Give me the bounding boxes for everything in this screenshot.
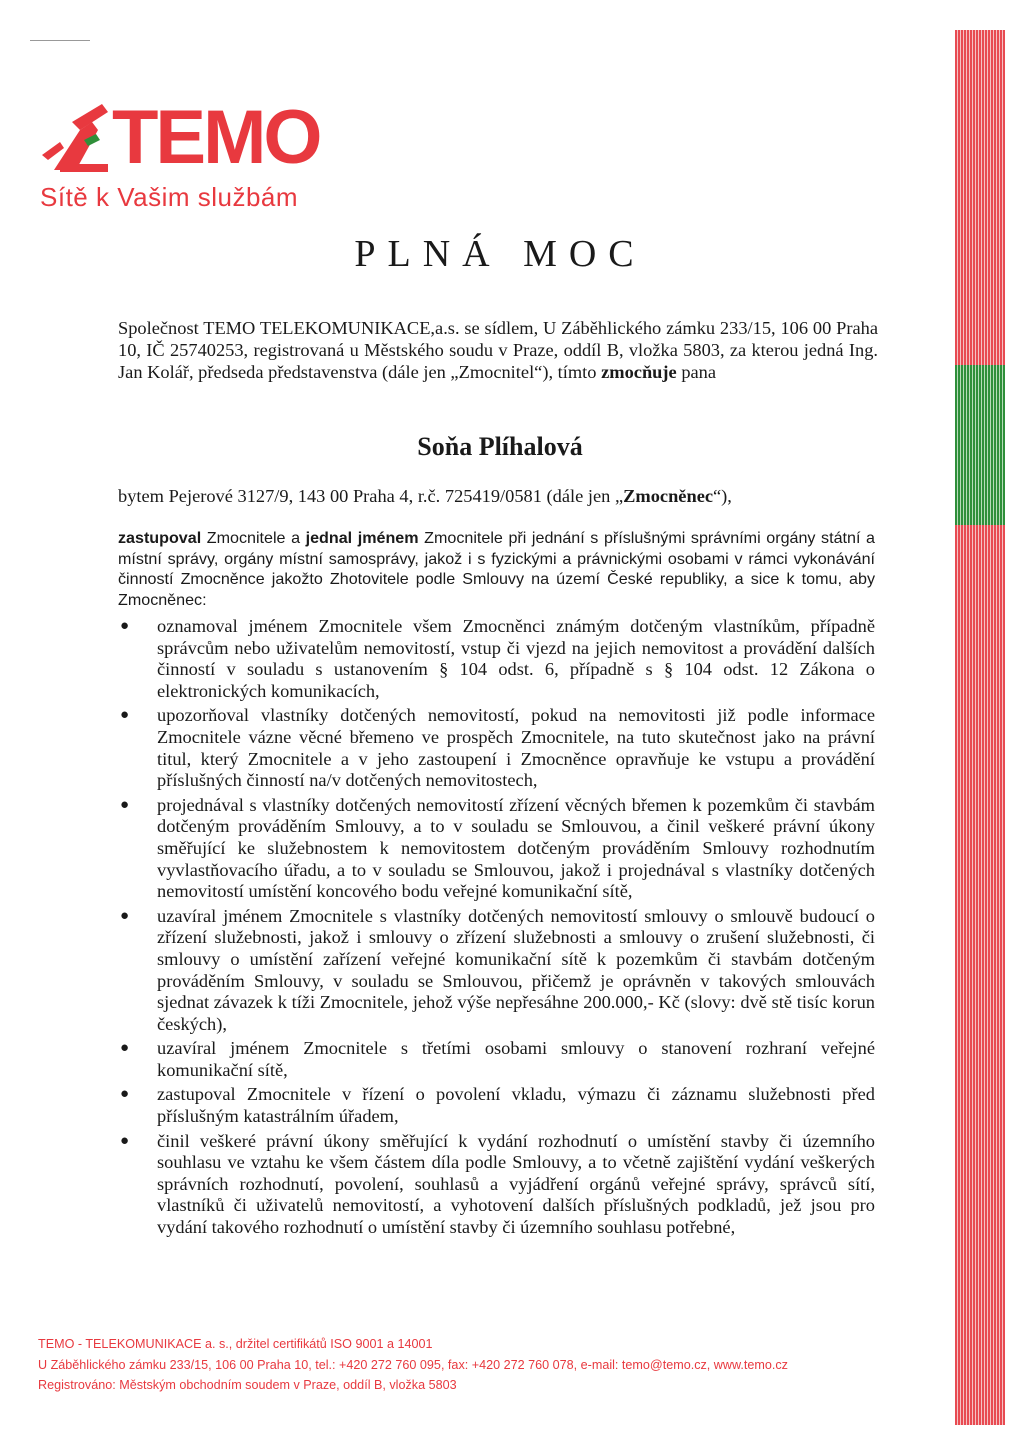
intro-paragraph xyxy=(118,318,878,383)
document-title: PLNÁ MOC xyxy=(354,233,646,275)
list-item: ● uzavíral jménem Zmocnitele s vlastníky dotčených nemovitostí smlouvy o smlouvě budoucí o zřízení služebnosti, jakož i smlouvy o zřízení služebnosti a smlouvy o zrušení služebnosti, či smlouvy o umístění zařízení veřejné komunikační sítě k pozemkům či stavbám dotčeným prováděním Smlouvy, v souladu se Smlouvou, přičemž je oprávněn v takových smlouvách sjednat závazek k tíži Zmocnitele, jehož výše nepřesáhne 200.000,- Kč (slovy: dvě stě tisíc korun českých), xyxy=(120,905,875,1034)
mandate-bold-1: zastupoval xyxy=(118,529,202,547)
scan-mark-line xyxy=(30,40,90,41)
logo-tagline: Sítě k Vašim službám xyxy=(40,182,299,212)
intro-text-a: Společnost TEMO TELEKOMUNIKACE,a.s. se sídlem, U Záběhlického zámku 233/15, 106 00 Praha 10, IČ 25740253, registrovaná u Městského soudu v Praze, oddíl B, vložka 5803, za kterou jedná Ing. Jan Kolář, předseda představenstva (dále jen „Zmocnitel“), tímto xyxy=(118,318,878,382)
intro-text-b: pana xyxy=(681,361,717,382)
address-suffix: “), xyxy=(713,486,732,506)
bullet-icon: ● xyxy=(120,707,130,724)
address-bold-term: Zmocněnec xyxy=(623,486,714,506)
temo-logo xyxy=(40,95,320,180)
bullet-icon: ● xyxy=(120,1132,130,1149)
list-item: ● oznamoval jménem Zmocnitele všem Zmocněnci známým dotčeným vlastníkům, případně správcům nebo uživatelům nemovitostí, vstup či vjezd na jejich nemovitost a provádění dalších činností v souladu s ustanovením § 104 odst. 6, případně s § 104 odst. 12 Zákona o elektronických komunikacích, xyxy=(120,616,875,701)
list-item: ● upozorňoval vlastníky dotčených nemovitostí, pokud na nemovitosti již podle informace Zmocnitele vázne věcné břemeno ve prospěch Zmocnitele, na tuto skutečnost jako na právní titul, který Zmocnitele a v jeho zastoupení i Zmocněnce opravňuje ke vstupu a provádění příslušných činností na/v dotčených nemovitostech, xyxy=(120,705,875,791)
footer-line-2: U Záběhlického zámku 233/15, 106 00 Praha 10, tel.: +420 272 760 095, fax: +420 272 760 078, e-mail: temo@temo.cz, www.temo.cz xyxy=(38,1357,788,1372)
address-prefix: bytem Pejerové 3127/9, 143 00 Praha 4, r.č. 725419/0581 (dále jen „ xyxy=(118,486,624,506)
list-item: ● uzavíral jménem Zmocnitele s třetími osobami smlouvy o stanovení rozhraní veřejné komunikační sítě, xyxy=(120,1038,875,1080)
temo-logo-text: TEMO xyxy=(112,95,320,180)
bullet-icon: ● xyxy=(120,796,130,813)
bullet-icon: ● xyxy=(120,1086,130,1103)
representative-name: Soňa Plíhalová xyxy=(417,432,583,461)
bullet-icon: ● xyxy=(120,1040,130,1057)
list-item: ● činil veškeré právní úkony směřující k vydání rozhodnutí o umístění stavby či územního souhlasu ve vztahu ke všem částem díla podle Smlouvy, a to včetně zajištění vydání veškerých správních rozhodnutí, povolení, souhlasů a vyjádření orgánů veřejné správy, správců sítí, vlastníků či uživatelů nemovitostí, a vyhotovení dalších příslušných podkladů, jež jsou pro vydání takového rozhodnutí o umístění stavby či územního souhlasu potřebné, xyxy=(120,1130,875,1238)
bullet-icon: ● xyxy=(120,907,130,924)
footer-line-3: Registrováno: Městským obchodním soudem v Praze, oddíl B, vložka 5803 xyxy=(38,1378,457,1392)
representative-address xyxy=(118,486,732,507)
company-footer xyxy=(38,1334,788,1396)
bullet-icon: ● xyxy=(120,618,130,634)
intro-bold-verb: zmocňuje xyxy=(601,361,677,382)
list-item: ● zastupoval Zmocnitele v řízení o povolení vkladu, výmazu či záznamu služebnosti před příslušným katastrálním úřadem, xyxy=(120,1084,875,1127)
mandate-bold-2: jednal jménem xyxy=(305,529,419,547)
authority-list xyxy=(118,616,875,1242)
list-item: ● projednával s vlastníky dotčených nemovitostí zřízení věcných břemen k pozemkům či stavbám dotčeným prováděním Smlouvy, a to v souladu se Smlouvou, a činil veškeré právní úkony směřující ke služebnostem k nemovitostem dotčeným prováděním Smlouvy rozhodnutím vyvlastňovacího úřadu, a to v souladu se Smlouvou, jakož i projednával s vlastníky dotčených nemovitostí umístění koncového bodu veřejné komunikační sítě, xyxy=(120,794,875,902)
mandate-text-2: Zmocnitele při jednání s příslušnými správními orgány státní a místní správy, orgány místní samosprávy, jakož i s fyzickými a právnickými osobami v rámci vykonávání činností Zmocněnce jakožto Zhotovitele podle Smlouvy na území České republiky, a sice k tomu, aby Zmocněnec: xyxy=(118,529,875,609)
mandate-text-1: Zmocnitele a xyxy=(206,529,301,547)
mandate-paragraph xyxy=(118,528,875,610)
footer-line-1: TEMO - TELEKOMUNIKACE a. s., držitel certifikátů ISO 9001 a 14001 xyxy=(38,1337,433,1351)
